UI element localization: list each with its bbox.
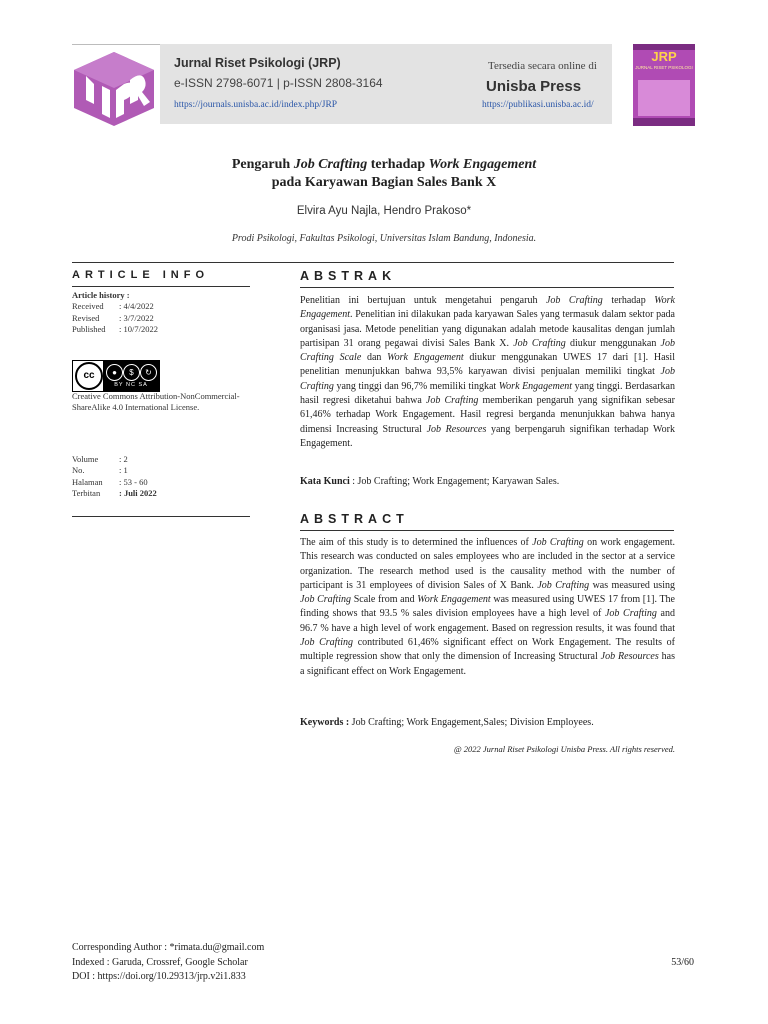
text-run: Penelitian ini bertujuan untuk mengetahui pengaruh bbox=[300, 295, 546, 306]
meta-row bbox=[72, 301, 250, 312]
license-text: Creative Commons Attribution-NonCommercial-ShareAlike 4.0 International License. bbox=[72, 391, 240, 413]
title-divider bbox=[72, 262, 674, 263]
meta-row bbox=[72, 454, 250, 465]
text-run: yang tinggi dan 96,7% memiliki tingkat bbox=[333, 380, 499, 392]
text-run-italic: Work Engagement bbox=[498, 380, 573, 392]
text-run-italic: Job Crafting bbox=[300, 594, 352, 606]
text-run-italic: Job Crafting bbox=[604, 608, 657, 620]
noncommercial-icon: $ bbox=[123, 364, 140, 381]
issue-info bbox=[72, 454, 250, 500]
text-run-italic: Work Engagement bbox=[417, 594, 491, 606]
article-info-bottom-rule bbox=[72, 516, 250, 517]
meta-key: Revised bbox=[72, 312, 100, 323]
keywords-value: Job Crafting; Work Engagement,Sales; Division Employees. bbox=[349, 717, 594, 728]
cover-bottom-band bbox=[633, 118, 695, 126]
meta-value: : 4/4/2022 bbox=[119, 301, 154, 312]
journal-title: Jurnal Riset Psikologi (JRP) bbox=[174, 56, 341, 70]
author-affiliation: Prodi Psikologi, Fakultas Psikologi, Universitas Islam Bandung, Indonesia. bbox=[231, 233, 537, 244]
article-authors: Elvira Ayu Najla, Hendro Prakoso* bbox=[296, 205, 472, 217]
text-run-italic: Work Engagement bbox=[300, 295, 675, 321]
abstrak-heading: ABSTRAK bbox=[300, 269, 397, 283]
text-run: yang tinggi. Berdasarkan hasil regresi diketahui bahwa bbox=[300, 380, 675, 407]
cc-icon: cc bbox=[75, 362, 103, 390]
jrp-logo bbox=[72, 50, 156, 128]
meta-key: No. bbox=[72, 465, 85, 476]
corresponding-author: Corresponding Author : *rimata.du@gmail.com bbox=[72, 942, 265, 953]
footer-info bbox=[72, 941, 472, 985]
text-run-italic: Job Crafting bbox=[545, 295, 603, 306]
title-part: terhadap bbox=[367, 157, 429, 172]
text-run-italic: Work Engagement bbox=[387, 352, 464, 364]
meta-value: : 53 - 60 bbox=[119, 476, 148, 487]
text-run: was measured using UWES 17 from [1]. The finding shows that 93.5 % sales division employees have a high level of bbox=[300, 594, 675, 620]
meta-key: Volume bbox=[72, 454, 99, 464]
meta-key: Terbitan bbox=[72, 488, 101, 499]
press-name: Unisba Press bbox=[486, 78, 582, 95]
cc-badge-conditions bbox=[103, 361, 159, 391]
cc-logo-area bbox=[73, 361, 103, 391]
abstract-rule bbox=[300, 530, 674, 531]
text-run: dan bbox=[361, 352, 388, 364]
text-run: and 96.7 % have a high level of work engagement. Based on regression results, it was found that bbox=[300, 608, 675, 634]
article-title-line1 bbox=[0, 156, 768, 174]
meta-value: : Juli 2022 bbox=[119, 488, 157, 499]
text-run: yang berpengaruh signifikan terhadap Work Engagement. bbox=[300, 423, 675, 449]
article-title-line2: pada Karyawan Bagian Sales Bank X bbox=[271, 175, 497, 190]
text-run: terhadap bbox=[602, 295, 655, 306]
abstrak-rule bbox=[300, 287, 674, 288]
cover-title: JRP bbox=[651, 49, 677, 64]
text-run: diukur menggunakan UWES 17 dari [1]. Hasil penelitian menunjukkan bahwa 93,5% karyawan divisi penjualan memiliki tingkat bbox=[300, 352, 675, 378]
text-run: on work engagement. This research was conducted on sales employees who are included in the sector at a service organization. The research method used is the causality method with the number of participant is 31 employees of division Sales of X Bank. bbox=[300, 537, 675, 591]
abstract-paragraph bbox=[300, 536, 675, 679]
issue-info-rows bbox=[72, 454, 250, 500]
meta-row bbox=[72, 465, 250, 476]
meta-value: : 1 bbox=[119, 465, 128, 476]
text-run-italic: Job Resources bbox=[600, 651, 659, 663]
meta-key: Published bbox=[72, 324, 106, 335]
article-history-rows bbox=[72, 301, 250, 335]
title-part-italic: Job Crafting bbox=[293, 157, 368, 172]
journal-cover-thumbnail bbox=[633, 44, 695, 126]
article-title bbox=[0, 156, 768, 192]
text-run-italic: Job Crafting bbox=[532, 537, 584, 548]
title-part: Pengaruh bbox=[231, 157, 294, 172]
title-part-italic: Work Engagement bbox=[428, 157, 537, 172]
article-info-rule bbox=[72, 286, 250, 287]
kata-kunci-value: : Job Crafting; Work Engagement; Karyawan Sales. bbox=[349, 476, 560, 487]
meta-value: : 10/7/2022 bbox=[119, 324, 158, 335]
meta-value: : 3/7/2022 bbox=[119, 312, 154, 323]
text-run: was measured using bbox=[589, 579, 675, 591]
kata-kunci bbox=[300, 476, 675, 487]
text-run-italic: Job Crafting bbox=[425, 395, 479, 407]
text-run: contributed 61,46% significant effect on Work Engagement. The results of multiple regression show that only the dimension of Increasing Structural bbox=[300, 637, 675, 663]
sharealike-icon: ↻ bbox=[140, 364, 157, 381]
abstract-heading: ABSTRACT bbox=[300, 512, 409, 526]
meta-row bbox=[72, 313, 250, 324]
text-run: diukur menggunakan bbox=[565, 337, 661, 349]
meta-value: : 2 bbox=[119, 454, 128, 464]
article-info-heading: ARTICLE INFO bbox=[72, 269, 209, 281]
cc-badge-label: BY NC SA bbox=[114, 382, 148, 388]
meta-row bbox=[72, 324, 250, 335]
meta-row bbox=[72, 477, 250, 488]
text-run-italic: Job Crafting bbox=[513, 337, 566, 349]
copyright-notice: @ 2022 Jurnal Riset Psikologi Unisba Press. All rights reserved. bbox=[453, 744, 675, 754]
text-run: memberikan pengaruh yang signifikan sebesar 61,46% terhadap Work Engagement. Hasil regresi berganda menunjukkan bahwa hanya dimensi Increasing Structural bbox=[300, 395, 676, 435]
attribution-icon: ● bbox=[106, 364, 123, 381]
text-run: has a significant effect on Work Engagement. bbox=[300, 651, 675, 677]
text-run: . Penelitian ini dilakukan pada karyawan Sales yang termasuk dalam sektor pada organisasi jasa. Metode penelitian yang digunakan adalah metode kausalitas dengan jumlah partisipan 31 orang pegawai divisi Sales Bank X. bbox=[300, 309, 675, 349]
text-run: Scale from and bbox=[351, 594, 418, 606]
indexed-in: Indexed : Garuda, Crossref, Google Scholar bbox=[72, 956, 248, 968]
text-run-italic: Job Crafting bbox=[300, 366, 675, 392]
cover-subtitle: JURNAL RISET PSIKOLOGI bbox=[635, 65, 693, 70]
doi-link[interactable]: DOI : https://doi.org/10.29313/jrp.v2i1.833 bbox=[72, 971, 246, 982]
meta-row bbox=[72, 488, 250, 499]
meta-key: Halaman bbox=[72, 476, 103, 487]
text-run-italic: Job Resources bbox=[426, 423, 487, 435]
cover-illustration bbox=[638, 80, 690, 116]
abstrak-paragraph bbox=[300, 294, 675, 451]
keywords bbox=[300, 717, 675, 728]
online-availability-text: Tersedia secara online di bbox=[488, 60, 597, 72]
article-history bbox=[72, 290, 250, 336]
press-url-link[interactable]: https://publikasi.unisba.ac.id/ bbox=[482, 100, 594, 110]
text-run-italic: Job Crafting bbox=[300, 637, 354, 649]
text-run: The aim of this study is to determined the influences of bbox=[300, 537, 533, 548]
kata-kunci-label: Kata Kunci bbox=[300, 476, 350, 487]
page-number: 53/60 bbox=[671, 957, 694, 968]
article-history-label: Article history : bbox=[72, 290, 130, 300]
keywords-label: Keywords : bbox=[300, 717, 350, 728]
text-run-italic: Job Crafting bbox=[537, 579, 590, 591]
meta-key: Received bbox=[72, 301, 104, 312]
journal-issn: e-ISSN 2798-6071 | p-ISSN 2808-3164 bbox=[174, 76, 383, 90]
journal-url-link[interactable]: https://journals.unisba.ac.id/index.php/JRP bbox=[174, 100, 338, 110]
cc-license-badge[interactable] bbox=[72, 360, 160, 392]
journal-header-banner bbox=[160, 44, 612, 124]
text-run-italic: Job Crafting Scale bbox=[300, 337, 675, 364]
